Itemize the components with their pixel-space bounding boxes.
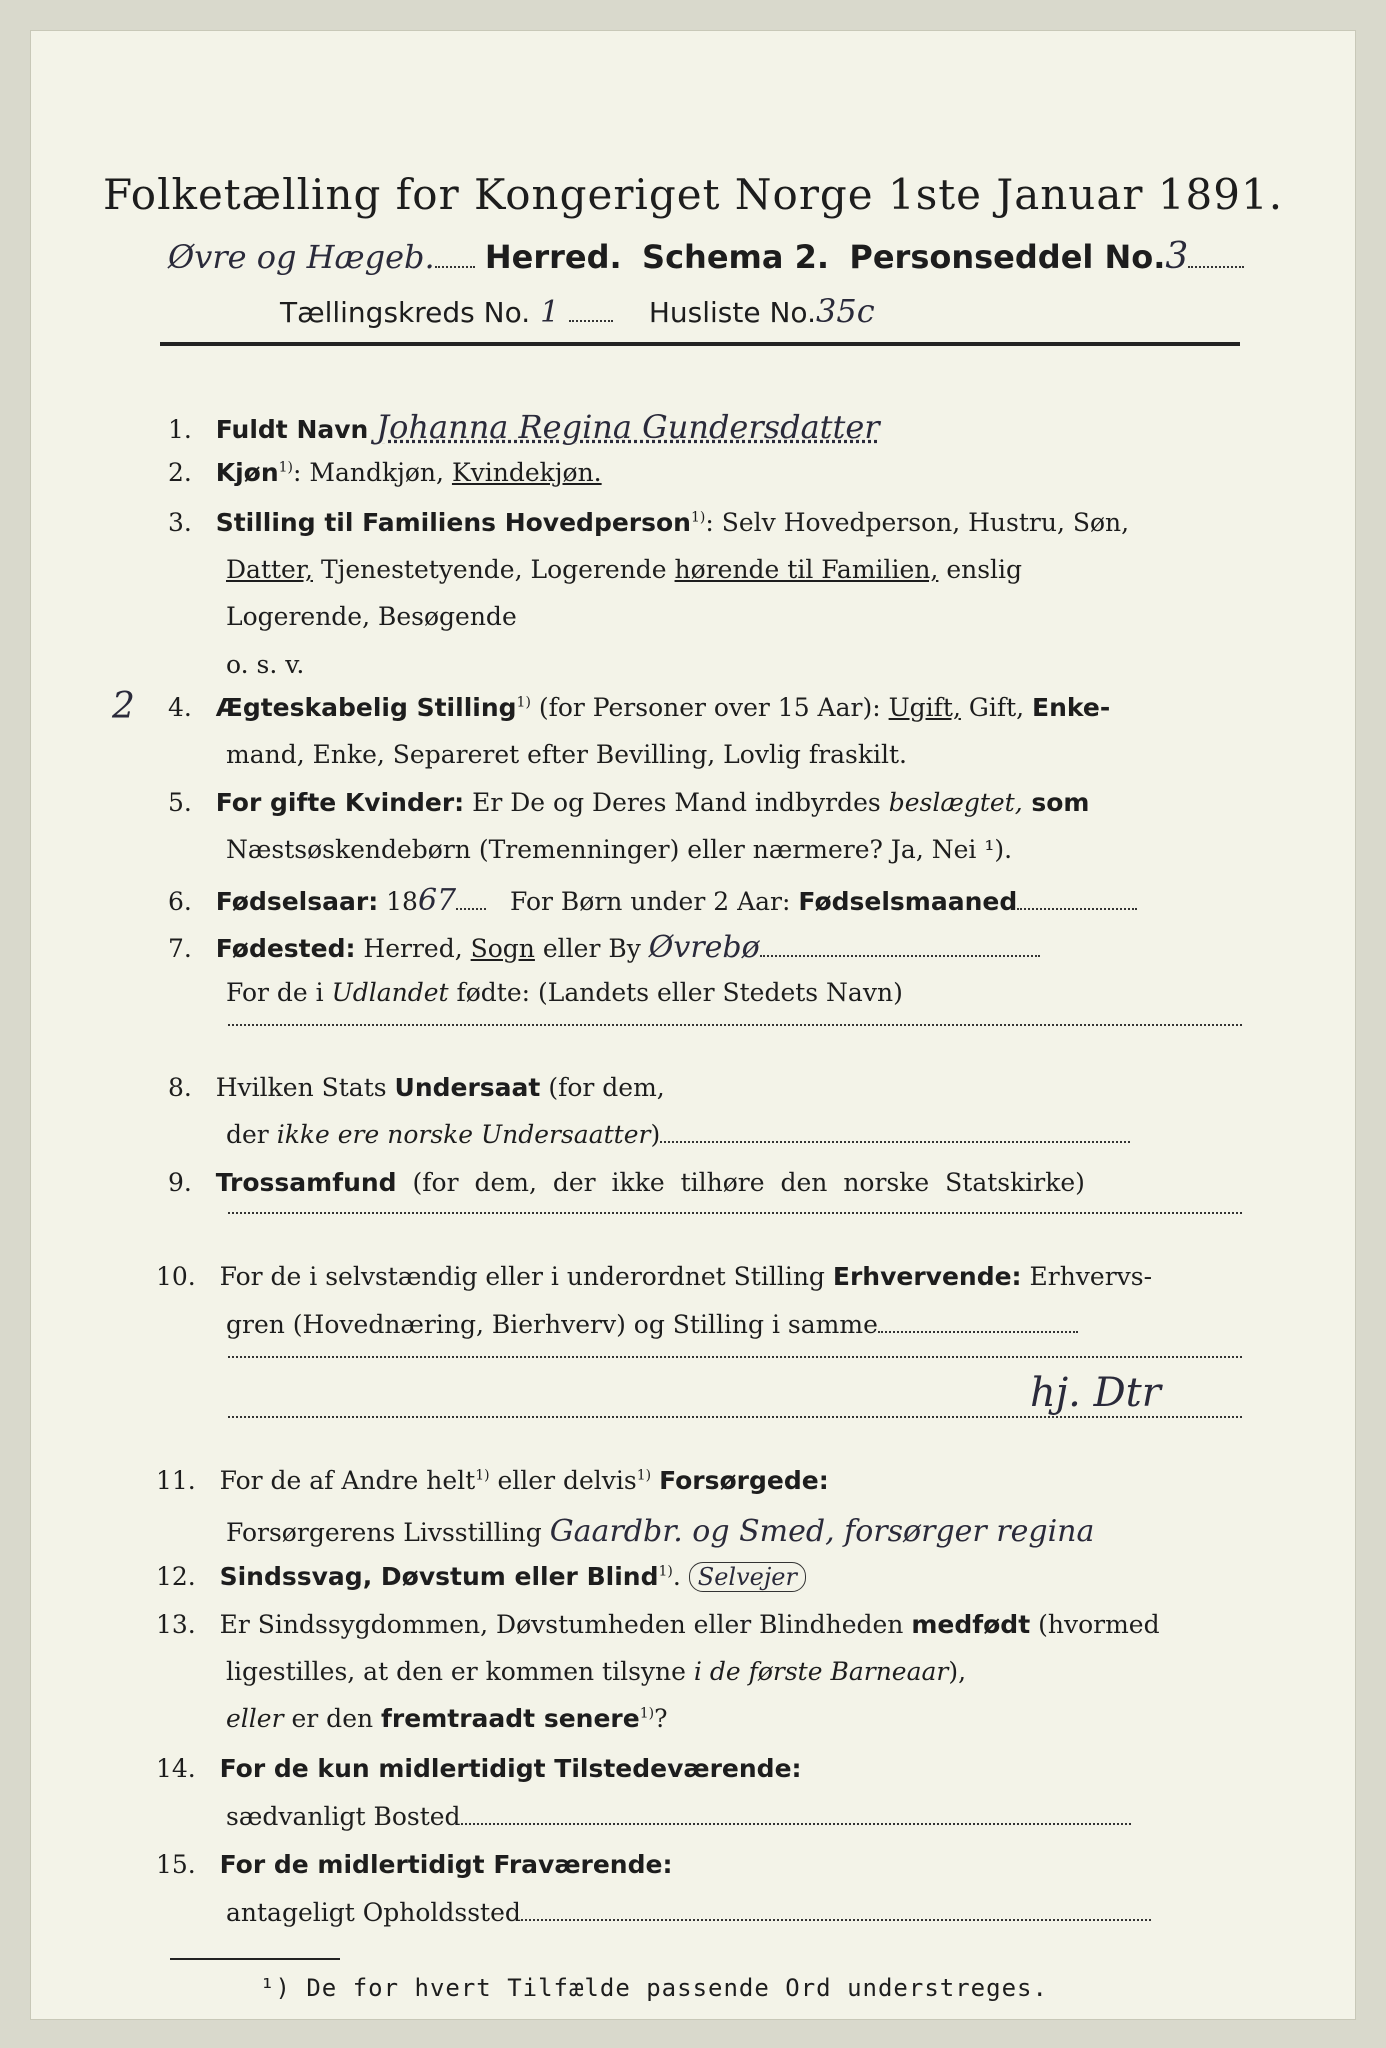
q4-margin-mark: 2 — [112, 686, 135, 727]
q13-row3 — [226, 1704, 667, 1733]
personseddel-dots — [1188, 248, 1244, 268]
q5-line1b: som — [1022, 788, 1090, 817]
q13-sup: 1) — [639, 1705, 655, 1722]
q13-line1a: Er Sindssygdommen, Døvstumheden eller Blindheden — [219, 1610, 912, 1639]
q12-label: Sindssvag, Døvstum eller Blind — [219, 1562, 659, 1591]
q13-line3c: ? — [654, 1704, 668, 1733]
q6-prefix: 18 — [386, 887, 418, 916]
q6-text2: For Børn under 2 Aar: — [510, 887, 791, 916]
q9-label: Trossamfund — [215, 1168, 397, 1197]
q4-line2: mand, Enke, Separeret efter Bevilling, Lovlig fraskilt. — [226, 740, 907, 769]
q15-row2 — [226, 1898, 1151, 1927]
header-herred-row — [168, 236, 1244, 277]
q2-sup: 1) — [278, 459, 293, 476]
q10-row1 — [156, 1262, 1152, 1291]
q3-line1: : Selv Hovedperson, Hustru, Søn, — [705, 508, 1130, 537]
q13-number: 13. — [156, 1610, 196, 1639]
q11-value: Gaardbr. og Smed, forsørger regina — [549, 1514, 1095, 1549]
q10-line1b: Erhvervs- — [1021, 1262, 1153, 1291]
kreds-value: 1 — [540, 295, 560, 330]
q11-sup2: 1) — [636, 1467, 652, 1484]
q5-row1 — [168, 788, 1089, 817]
q11-label: Forsørgede: — [659, 1466, 829, 1495]
q11-row2 — [226, 1514, 1094, 1549]
q7-udlandet: Udlandet — [331, 978, 449, 1007]
footnote-rule — [170, 1958, 340, 1960]
q12-value: Selvejer — [689, 1562, 806, 1592]
q2-number: 2. — [168, 458, 192, 487]
q6-value: 67 — [417, 883, 457, 918]
q10-line2: gren (Hovednæring, Bierhverv) og Stilling i samme — [226, 1310, 878, 1339]
q1-value: Johanna Regina Gundersdatter — [376, 408, 880, 446]
q6-number: 6. — [168, 887, 192, 916]
q9-row1 — [168, 1168, 1085, 1197]
q14-number: 14. — [156, 1754, 196, 1783]
q9-line1: (for dem, der ikke tilhøre den norske Statskirke) — [396, 1168, 1085, 1197]
q13-line2a: ligestilles, at den er kommen tilsyne — [226, 1657, 694, 1686]
q6-dots — [456, 890, 486, 910]
q4-ugift: Ugift, — [888, 693, 961, 722]
q2-option: Kvindekjøn. — [451, 458, 602, 487]
q9-blank-line — [228, 1212, 1242, 1214]
personseddel-value: 3 — [1165, 236, 1189, 277]
q6-month-dots — [1017, 890, 1137, 910]
q11-row1 — [156, 1466, 829, 1495]
q13-row1 — [156, 1610, 1160, 1639]
q3-line2c: enslig — [938, 555, 1023, 584]
q4-row1 — [168, 693, 1110, 722]
q6-label: Fødselsaar: — [215, 887, 379, 916]
q7-row1 — [168, 930, 1040, 965]
q7-text-b: eller By — [534, 934, 641, 963]
q7-text: Herred, — [355, 934, 471, 963]
q10-row2 — [226, 1310, 1078, 1339]
q3-line4: o. s. v. — [226, 650, 305, 679]
q1-label: Fuldt Navn — [215, 415, 369, 444]
q11-line1a: For de af Andre helt — [219, 1466, 476, 1495]
q1-row — [168, 408, 880, 446]
q3-line3: Logerende, Besøgende — [226, 602, 517, 631]
q14-row1 — [156, 1754, 802, 1783]
q14-dots — [461, 1805, 1131, 1825]
q11-line2: Forsørgerens Livsstilling — [226, 1518, 542, 1547]
q6-label2: Fødselsmaaned — [798, 887, 1018, 916]
q8-label1a: Hvilken Stats — [215, 1073, 395, 1102]
q10-value: hj. Dtr — [1030, 1370, 1161, 1416]
kreds-dots — [569, 302, 613, 322]
q8-line2c: ) — [650, 1120, 661, 1149]
q3-datter: Datter, — [226, 555, 313, 584]
q4-label: Ægteskabelig Stilling — [215, 693, 517, 722]
q7-line2b: fødte: (Landets eller Stedets Navn) — [448, 978, 903, 1007]
q14-row2 — [226, 1802, 1131, 1831]
q8-line2b: ikke ere norske Undersaatter — [276, 1120, 651, 1149]
q15-number: 15. — [156, 1850, 196, 1879]
q2-row — [168, 458, 602, 487]
q11-sup1: 1) — [475, 1467, 490, 1484]
q1-number: 1. — [168, 415, 192, 444]
q8-line1c: (for dem, — [540, 1073, 665, 1102]
q5-line2: Næstsøskendebørn (Tremenninger) eller nærmere? Ja, Nei ¹). — [226, 835, 1013, 864]
q10-label: Erhvervende: — [832, 1262, 1022, 1291]
q3-line2b: Tjenestetyende, Logerende — [313, 555, 675, 584]
schema-label: Schema 2. — [642, 238, 830, 276]
q8-line2a: der — [226, 1120, 277, 1149]
q7-sogn: Sogn — [470, 934, 535, 963]
q8-row1 — [168, 1073, 665, 1102]
q9-number: 9. — [168, 1168, 192, 1197]
q3-number: 3. — [168, 508, 192, 537]
q13-label: medfødt — [911, 1610, 1031, 1639]
q4-number: 4. — [168, 693, 192, 722]
q4-line1c: Enke- — [1032, 693, 1111, 722]
header-kreds-row — [280, 292, 875, 330]
q14-label: For de kun midlertidigt Tilstedeværende: — [219, 1754, 802, 1783]
q7-line2a: For de i — [226, 978, 332, 1007]
q8-row2 — [226, 1120, 1130, 1149]
q13-label2: fremtraadt senere — [381, 1704, 640, 1733]
header-rule — [160, 342, 1240, 346]
q15-line2: antageligt Opholdssted — [226, 1898, 521, 1927]
q10-dots — [878, 1313, 1078, 1333]
q12-tail: . — [672, 1562, 681, 1591]
q4-sup: 1) — [516, 694, 531, 711]
herred-value: Øvre og Hægeb. — [168, 238, 435, 276]
q7-label: Fødested: — [215, 934, 356, 963]
personseddel-label: Personseddel No. — [849, 238, 1166, 276]
q7-number: 7. — [168, 934, 192, 963]
q11-number: 11. — [156, 1466, 196, 1495]
q8-dots — [660, 1123, 1130, 1143]
census-form-page — [30, 30, 1356, 2020]
q5-line1a: Er De og Deres Mand indbyrdes — [464, 788, 889, 817]
q13-line2c: ), — [948, 1657, 967, 1686]
q13-line3a: eller — [226, 1704, 284, 1733]
q13-line2b: i de første Barneaar — [693, 1657, 949, 1686]
q13-line1b: (hvormed — [1030, 1610, 1160, 1639]
q10-blank-line-2 — [228, 1416, 1242, 1418]
herred-dots — [435, 248, 475, 268]
q11-line1b: eller delvis — [489, 1466, 637, 1495]
q10-line1a: For de i selvstændig eller i underordnet Stilling — [219, 1262, 833, 1291]
q13-row2 — [226, 1657, 966, 1686]
q5-beslaegtet: beslægtet, — [888, 788, 1023, 817]
q3-horende: hørende til Familien, — [674, 555, 939, 584]
q4-line1a: (for Personer over 15 Aar): — [530, 693, 889, 722]
q15-label: For de midlertidigt Fraværende: — [219, 1850, 673, 1879]
q12-sup: 1) — [658, 1563, 673, 1580]
footnote: ¹) De for hvert Tilfælde passende Ord understreges. — [260, 1974, 1048, 2002]
q10-number: 10. — [156, 1262, 196, 1291]
husliste-value: 35c — [815, 292, 875, 330]
herred-label: Herred. — [484, 238, 622, 276]
q3-row2 — [226, 555, 1022, 584]
q4-line1b: Gift, — [960, 693, 1033, 722]
q8-number: 8. — [168, 1073, 192, 1102]
q2-label: Kjøn — [215, 458, 279, 487]
q3-row1 — [168, 508, 1129, 537]
q7-value: Øvrebø — [648, 930, 760, 965]
kreds-label: Tællingskreds No. — [280, 296, 531, 329]
q6-row — [168, 883, 1137, 918]
q3-label: Stilling til Familiens Hovedperson — [215, 508, 691, 537]
q8-label1b: Undersaat — [394, 1073, 541, 1102]
q7-blank-line — [228, 1024, 1242, 1026]
q2-text: : Mandkjøn, — [293, 458, 444, 487]
husliste-label: Husliste No. — [648, 296, 816, 329]
q12-row — [156, 1562, 806, 1591]
q13-line3b: er den — [283, 1704, 382, 1733]
q3-sup: 1) — [690, 509, 706, 526]
q12-number: 12. — [156, 1562, 196, 1591]
form-title: Folketælling for Kongeriget Norge 1ste Januar 1891. — [102, 170, 1284, 219]
q14-line2: sædvanligt Bosted — [226, 1802, 461, 1831]
q7-row2 — [226, 978, 903, 1007]
q10-blank-line-1 — [228, 1356, 1242, 1358]
q15-row1 — [156, 1850, 672, 1879]
q5-label: For gifte Kvinder: — [215, 788, 465, 817]
q5-number: 5. — [168, 788, 192, 817]
q15-dots — [521, 1901, 1151, 1921]
q7-dots — [760, 937, 1040, 957]
